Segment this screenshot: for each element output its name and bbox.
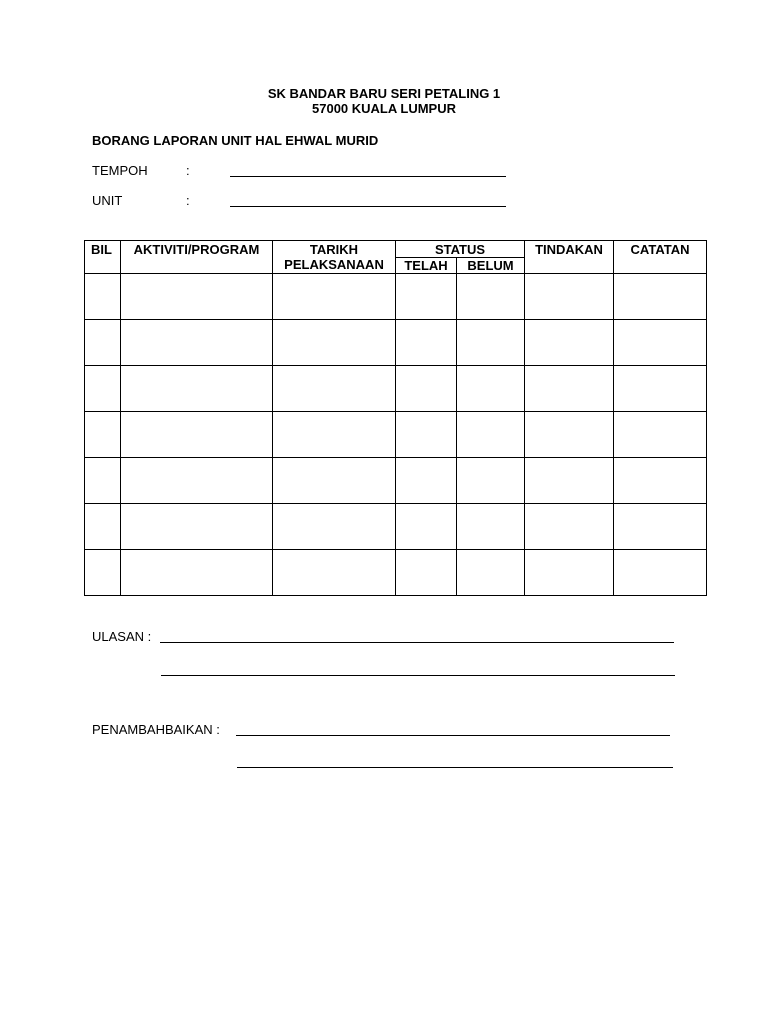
cell-tarikh[interactable] [273,550,396,596]
cell-telah[interactable] [396,504,457,550]
cell-tarikh[interactable] [273,412,396,458]
col-header-bil: BIL [85,241,121,274]
cell-belum[interactable] [457,274,525,320]
cell-bil[interactable] [85,550,121,596]
col-header-tarikh-line1: TARIKH [309,242,359,257]
col-header-belum: BELUM [457,258,525,274]
school-name: SK BANDAR BARU SERI PETALING 1 [267,86,501,101]
school-address: 57000 KUALA LUMPUR [312,101,456,116]
cell-bil[interactable] [85,366,121,412]
cell-telah[interactable] [396,412,457,458]
table-body [85,274,707,596]
col-header-tarikh [273,241,396,274]
cell-bil[interactable] [85,458,121,504]
cell-tarikh[interactable] [273,274,396,320]
tempoh-blank-line[interactable] [230,176,506,177]
table-row [85,458,707,504]
cell-tindakan[interactable] [525,274,614,320]
table-row [85,274,707,320]
cell-tarikh[interactable] [273,458,396,504]
cell-aktiviti[interactable] [121,366,273,412]
cell-belum[interactable] [457,550,525,596]
cell-aktiviti[interactable] [121,504,273,550]
cell-tarikh[interactable] [273,320,396,366]
table-row [85,366,707,412]
ulasan-blank-line-1[interactable] [160,642,674,643]
form-title: BORANG LAPORAN UNIT HAL EHWAL MURID [92,133,379,148]
cell-catatan[interactable] [614,504,707,550]
cell-aktiviti[interactable] [121,458,273,504]
cell-catatan[interactable] [614,550,707,596]
cell-belum[interactable] [457,458,525,504]
penambahbaikan-blank-line-2[interactable] [237,767,673,768]
col-header-status: STATUS [396,241,525,258]
field-label-tempoh: TEMPOH [92,163,148,178]
header-row [85,241,707,258]
penambahbaikan-blank-line-1[interactable] [236,735,670,736]
cell-tindakan[interactable] [525,550,614,596]
col-header-catatan: CATATAN [614,241,707,274]
ulasan-label: ULASAN : [92,629,152,644]
table-row [85,412,707,458]
cell-catatan[interactable] [614,320,707,366]
cell-bil[interactable] [85,504,121,550]
report-table [84,240,707,596]
cell-telah[interactable] [396,458,457,504]
cell-tarikh[interactable] [273,366,396,412]
cell-tarikh[interactable] [273,504,396,550]
cell-bil[interactable] [85,274,121,320]
cell-belum[interactable] [457,366,525,412]
cell-catatan[interactable] [614,366,707,412]
col-header-tindakan: TINDAKAN [525,241,614,274]
cell-telah[interactable] [396,320,457,366]
col-header-tarikh-line2: PELAKSANAAN [284,257,384,272]
field-label-unit: UNIT [92,193,123,208]
unit-blank-line[interactable] [230,206,506,207]
cell-belum[interactable] [457,412,525,458]
penambahbaikan-label: PENAMBAHBAIKAN : [92,722,220,737]
cell-tindakan[interactable] [525,366,614,412]
field-colon: : [186,163,190,178]
table-row [85,504,707,550]
cell-catatan[interactable] [614,458,707,504]
cell-aktiviti[interactable] [121,550,273,596]
cell-belum[interactable] [457,320,525,366]
field-colon: : [186,193,190,208]
cell-tindakan[interactable] [525,320,614,366]
ulasan-blank-line-2[interactable] [161,675,675,676]
table-row [85,320,707,366]
cell-bil[interactable] [85,412,121,458]
cell-tindakan[interactable] [525,412,614,458]
table-row [85,550,707,596]
cell-catatan[interactable] [614,274,707,320]
col-header-aktiviti: AKTIVITI/PROGRAM [121,241,273,274]
document-header [0,86,768,116]
cell-belum[interactable] [457,504,525,550]
cell-aktiviti[interactable] [121,274,273,320]
col-header-telah: TELAH [396,258,457,274]
cell-tindakan[interactable] [525,458,614,504]
cell-tindakan[interactable] [525,504,614,550]
cell-aktiviti[interactable] [121,320,273,366]
cell-aktiviti[interactable] [121,412,273,458]
cell-bil[interactable] [85,320,121,366]
cell-telah[interactable] [396,366,457,412]
cell-catatan[interactable] [614,412,707,458]
table-header [85,241,707,274]
cell-telah[interactable] [396,274,457,320]
cell-telah[interactable] [396,550,457,596]
